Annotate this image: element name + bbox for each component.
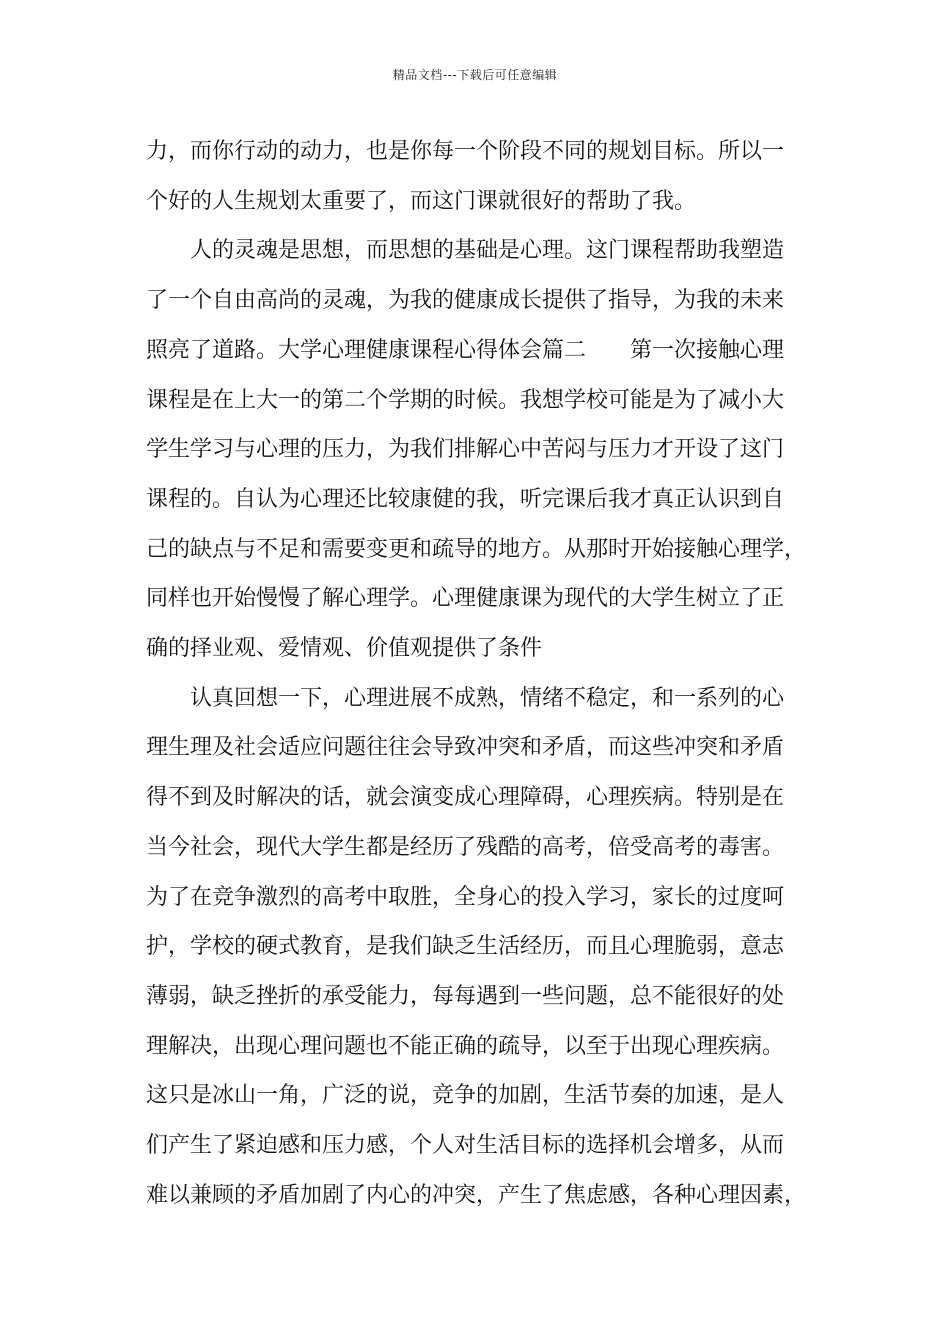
text-line: 们产生了紧迫感和压力感，个人对生活目标的选择机会增多，从而 bbox=[146, 1133, 785, 1159]
text-line: 理解决，出现心理问题也不能正确的疏导，以至于出现心理疾病。 bbox=[146, 1033, 785, 1059]
text-line: 己的缺点与不足和需要变更和疏导的地方。从那时开始接触心理学， bbox=[146, 536, 807, 562]
text-line: 确的择业观、爱情观、价值观提供了条件 bbox=[146, 636, 543, 662]
text-line: 难以兼顾的矛盾加剧了内心的冲突，产生了焦虑感，各种心理因素， bbox=[146, 1182, 807, 1208]
text-line: 力，而你行动的动力，也是你每一个阶段不同的规划目标。所以一 bbox=[146, 139, 785, 164]
text-line: 薄弱，缺乏挫折的承受能力，每每遇到一些问题，总不能很好的处 bbox=[146, 983, 785, 1009]
text-line: 同样也开始慢慢了解心理学。心理健康课为现代的大学生树立了正 bbox=[146, 586, 785, 612]
text-line: 护，学校的硬式教育，是我们缺乏生活经历，而且心理脆弱，意志 bbox=[146, 934, 785, 960]
text-line: 当今社会，现代大学生都是经历了残酷的高考，倍受高考的毒害。 bbox=[146, 834, 785, 860]
text-line: 理生理及社会适应问题往往会导致冲突和矛盾，而这些冲突和矛盾 bbox=[146, 735, 785, 761]
text-line: 了一个自由高尚的灵魂，为我的健康成长提供了指导，为我的未来 bbox=[146, 288, 785, 314]
text-line: 课程的。自认为心理还比较康健的我，听完课后我才真正认识到自 bbox=[146, 486, 785, 512]
text-line: 学生学习与心理的压力，为我们排解心中苦闷与压力才开设了这门 bbox=[146, 437, 785, 463]
text-line: 个好的人生规划太重要了，而这门课就很好的帮助了我。 bbox=[146, 188, 697, 214]
text-line: 得不到及时解决的话，就会演变成心理障碍，心理疾病。特别是在 bbox=[146, 785, 785, 811]
text-line: 照亮了道路。大学心理健康课程心得体会篇二 第一次接触心理 bbox=[146, 337, 785, 363]
text-line: 课程是在上大一的第二个学期的时候。我想学校可能是为了减小大 bbox=[146, 387, 785, 413]
document-body bbox=[146, 127, 826, 1220]
paragraph-start-line: 人的灵魂是思想，而思想的基础是心理。这门课程帮助我塑造 bbox=[190, 238, 785, 264]
page-header: 精品文档---下载后可任意编辑 bbox=[392, 68, 558, 82]
text-line: 这只是冰山一角，广泛的说，竞争的加剧，生活节奏的加速，是人 bbox=[146, 1083, 785, 1109]
paragraph-start-line: 认真回想一下，心理进展不成熟，情绪不稳定，和一系列的心 bbox=[190, 685, 785, 711]
text-line: 为了在竞争激烈的高考中取胜，全身心的投入学习，家长的过度呵 bbox=[146, 884, 785, 910]
